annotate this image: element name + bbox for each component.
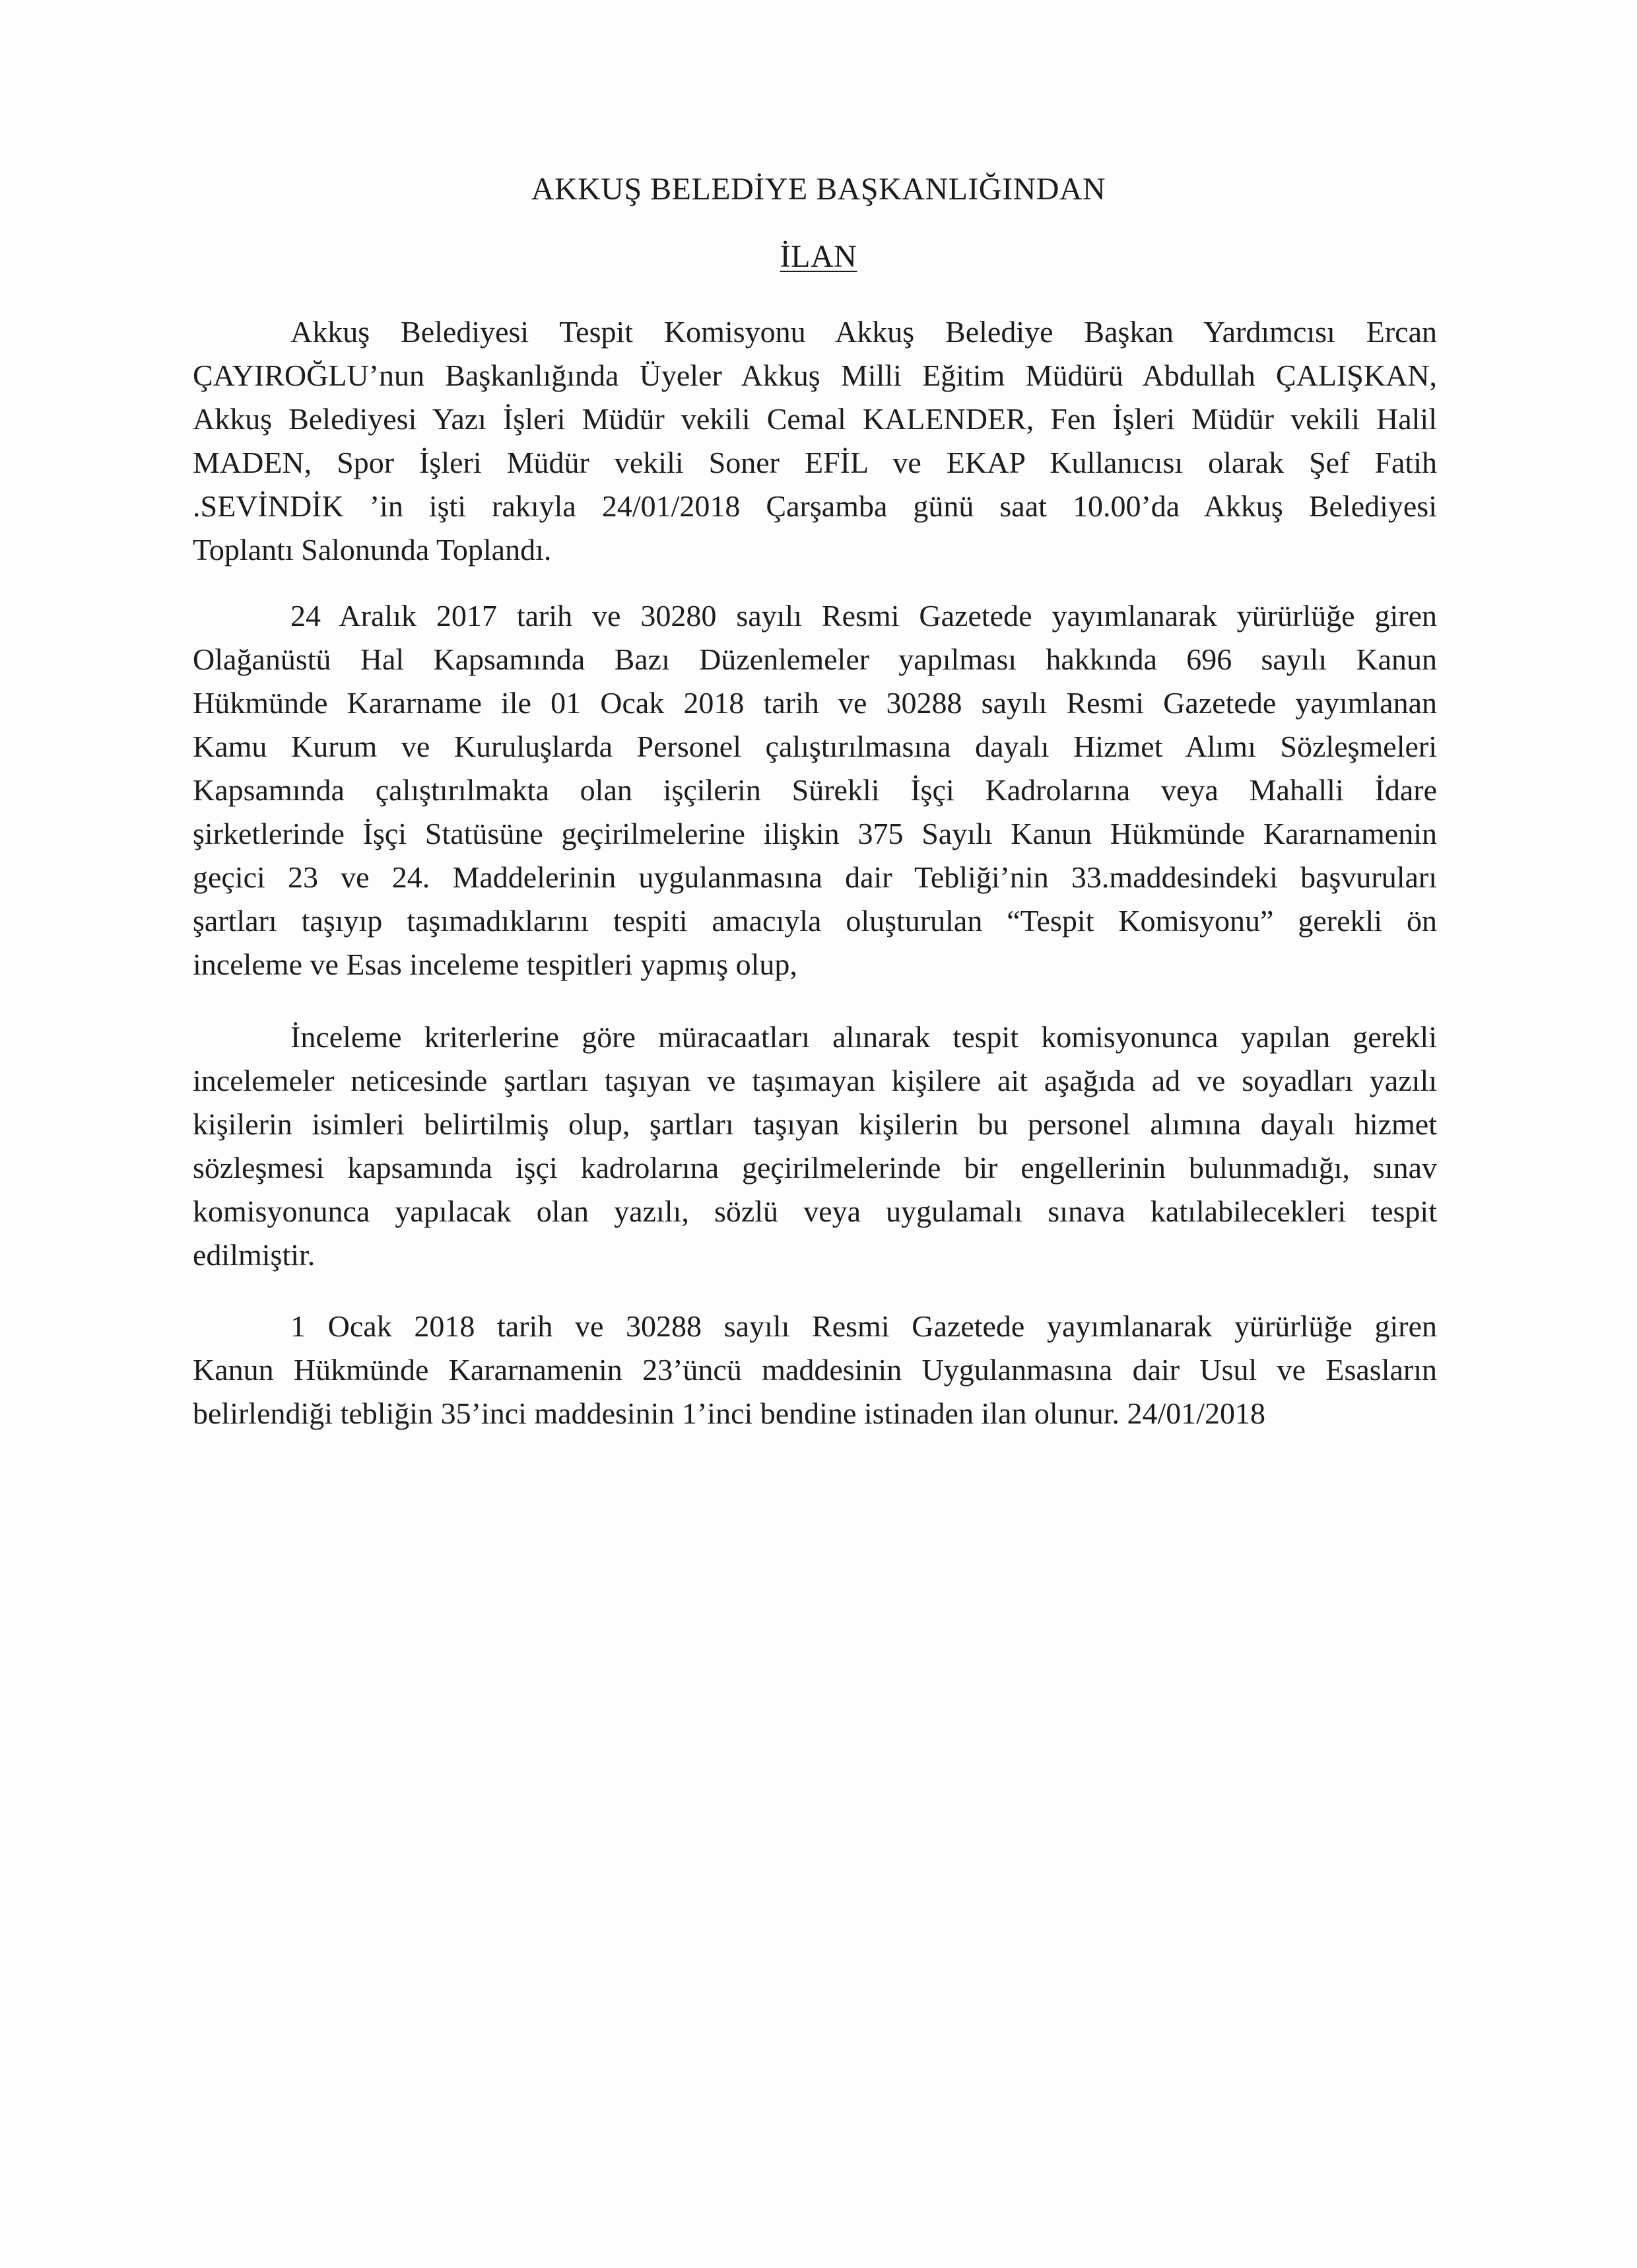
paragraph-line: kişilerin isimleri belirtilmiş olup, şartları taşıyan kişilerin bu personel alımına dayalı hizmet: [193, 1107, 1437, 1141]
paragraph-line: belirlendiği tebliğin 35’inci maddesinin 1’inci bendine istinaden ilan olunur. 24/01/2018: [193, 1396, 1266, 1430]
paragraph-line: Kanun Hükmünde Kararnamenin 23’üncü maddesinin Uygulanmasına dair Usul ve Esasların: [193, 1353, 1437, 1387]
paragraph-line: Kapsamında çalıştırılmakta olan işçilerin Sürekli İşçi Kadrolarına veya Mahalli İdare: [193, 773, 1437, 807]
office-title: AKKUŞ BELEDİYE BAŞKANLIĞINDAN: [531, 172, 1106, 207]
paragraph-review-results: [193, 1015, 1437, 1277]
paragraph-line: geçici 23 ve 24. Maddelerinin uygulanmasına dair Tebliği’nin 33.maddesindeki başvuruları: [193, 860, 1437, 894]
paragraph-line: incelemeler neticesinde şartları taşıyan ve taşımayan kişilere ait aşağıda ad ve soyadları yazılı: [193, 1064, 1437, 1097]
paragraph-line: ÇAYIROĞLU’nun Başkanlığında Üyeler Akkuş Milli Eğitim Müdürü Abdullah ÇALIŞKAN,: [193, 359, 1437, 392]
paragraph-line: sözleşmesi kapsamında işçi kadrolarına geçirilmelerinde bir engellerinin bulunmadığı, sınav: [193, 1151, 1437, 1185]
notice-title: İLAN: [780, 239, 857, 274]
paragraph-line: edilmiştir.: [193, 1238, 316, 1272]
paragraph-line: 1 Ocak 2018 tarih ve 30288 sayılı Resmi Gazetede yayımlanarak yürürlüğe giren: [290, 1309, 1437, 1343]
paragraph-line: Hükmünde Kararname ile 01 Ocak 2018 tarih ve 30288 sayılı Resmi Gazetede yayımlanan: [193, 686, 1437, 720]
paragraph-commission-meeting: [193, 310, 1437, 572]
paragraph-line: şirketlerinde İşçi Statüsüne geçirilmelerine ilişkin 375 Sayılı Kanun Hükmünde Kararnamenin: [193, 817, 1437, 850]
paragraph-line: şartları taşıyıp taşımadıklarını tespiti amacıyla oluşturulan “Tespit Komisyonu” gerekli ön: [193, 904, 1437, 938]
paragraph-line: Akkuş Belediyesi Yazı İşleri Müdür vekili Cemal KALENDER, Fen İşleri Müdür vekili Halil: [193, 402, 1437, 436]
paragraph-line: İnceleme kriterlerine göre müracaatları alınarak tespit komisyonunca yapılan gerekli: [290, 1020, 1437, 1054]
paragraph-line: inceleme ve Esas inceleme tespitleri yapmış olup,: [193, 947, 797, 981]
paragraph-line: Kamu Kurum ve Kuruluşlarda Personel çalıştırılmasına dayalı Hizmet Alımı Sözleşmeleri: [193, 730, 1437, 763]
paragraph-line: MADEN, Spor İşleri Müdür vekili Soner EFİL ve EKAP Kullanıcısı olarak Şef Fatih: [193, 446, 1437, 479]
paragraph-line: Toplantı Salonunda Toplandı.: [193, 533, 552, 567]
paragraph-line: Akkuş Belediyesi Tespit Komisyonu Akkuş Belediye Başkan Yardımcısı Ercan: [290, 315, 1437, 349]
paragraph-announcement: [193, 1305, 1437, 1435]
paragraph-line: Olağanüstü Hal Kapsamında Bazı Düzenlemeler yapılması hakkında 696 sayılı Kanun: [193, 642, 1437, 676]
paragraph-line: .SEVİNDİK ’in işti rakıyla 24/01/2018 Çarşamba günü saat 10.00’da Akkuş Belediyesi: [193, 489, 1437, 523]
paragraph-line: komisyonunca yapılacak olan yazılı, sözlü veya uygulamalı sınava katılabilecekleri tespit: [193, 1194, 1437, 1228]
paragraph-legal-basis: [193, 594, 1437, 986]
paragraph-line: 24 Aralık 2017 tarih ve 30280 sayılı Resmi Gazetede yayımlanarak yürürlüğe giren: [290, 599, 1437, 633]
